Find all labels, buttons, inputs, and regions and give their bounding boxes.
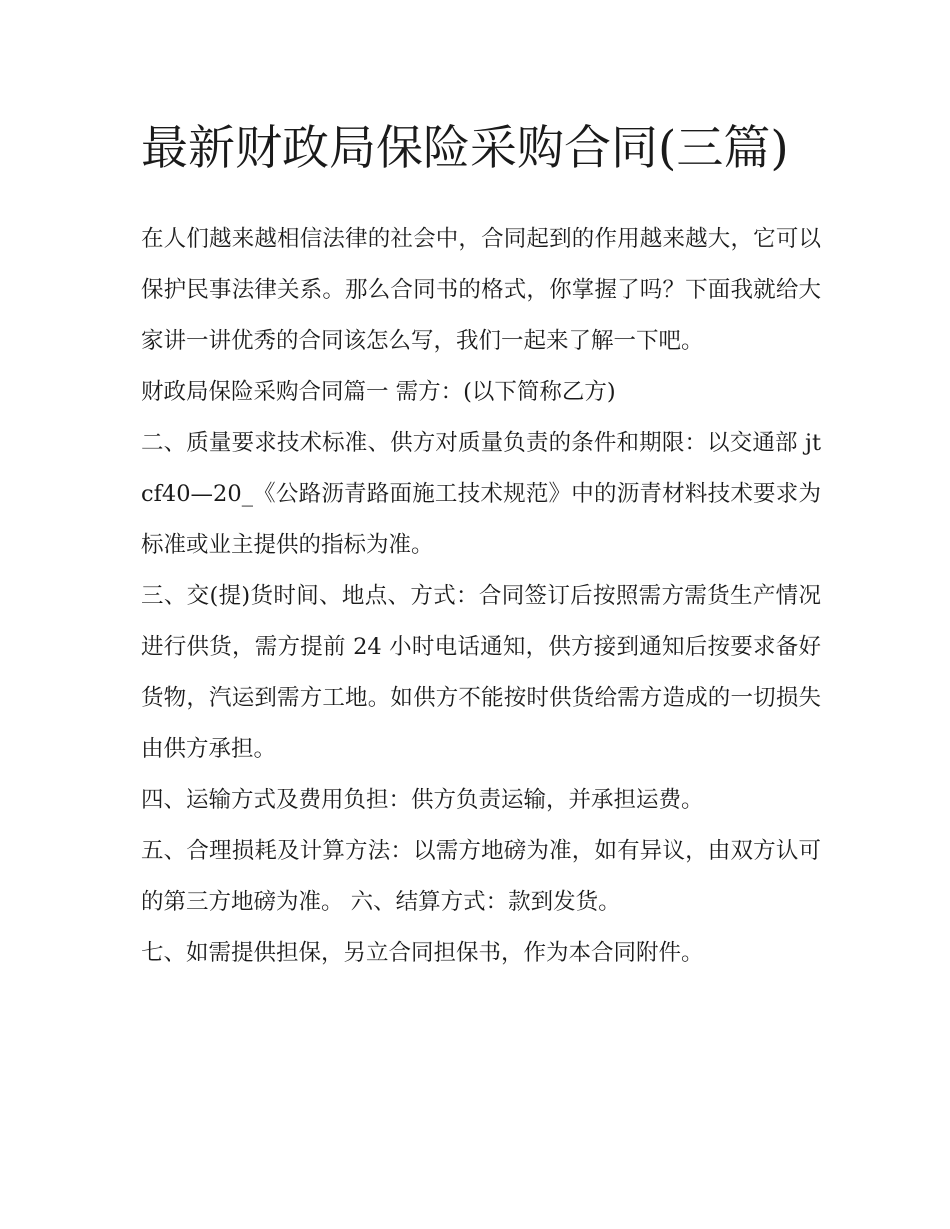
document-body (141, 112, 821, 979)
intro-paragraph: 在人们越来越相信法律的社会中，合同起到的作用越来越大，它可以保护民事法律关系。那么合同书的格式，你掌握了吗？下面我就给大家讲一讲优秀的合同该怎么写，我们一起来了解一下吧。 (141, 226, 821, 354)
document-title: 最新财政局保险采购合同(三篇) (141, 121, 789, 176)
clause-guarantee: 七、如需提供担保，另立合同担保书，作为本合同附件。 (141, 940, 704, 966)
clause-loss-and-settlement: 五、合理损耗及计算方法：以需方地磅为准，如有异议，由双方认可的第三方地磅为准。 六、结算方式：款到发货。 (141, 838, 821, 915)
contract-heading-paragraph: 财政局保险采购合同篇一 需方：(以下简称乙方) (141, 379, 616, 405)
clause-transport: 四、运输方式及费用负担：供方负责运输，并承担运费。 (141, 787, 704, 813)
clause-quality-standards: 二、质量要求技术标准、供方对质量负责的条件和期限：以交通部 jtcf40—20_《公路沥青路面施工技术规范》中的沥青材料技术要求为标准或业主提供的指标为准。 (141, 430, 821, 558)
clause-delivery: 三、交(提)货时间、地点、方式：合同签订后按照需方需货生产情况进行供货，需方提前 24 小时电话通知，供方接到通知后按要求备好货物，汽运到需方工地。如供方不能按时供货给需方造成的一切损失由供方承担。 (141, 583, 821, 762)
